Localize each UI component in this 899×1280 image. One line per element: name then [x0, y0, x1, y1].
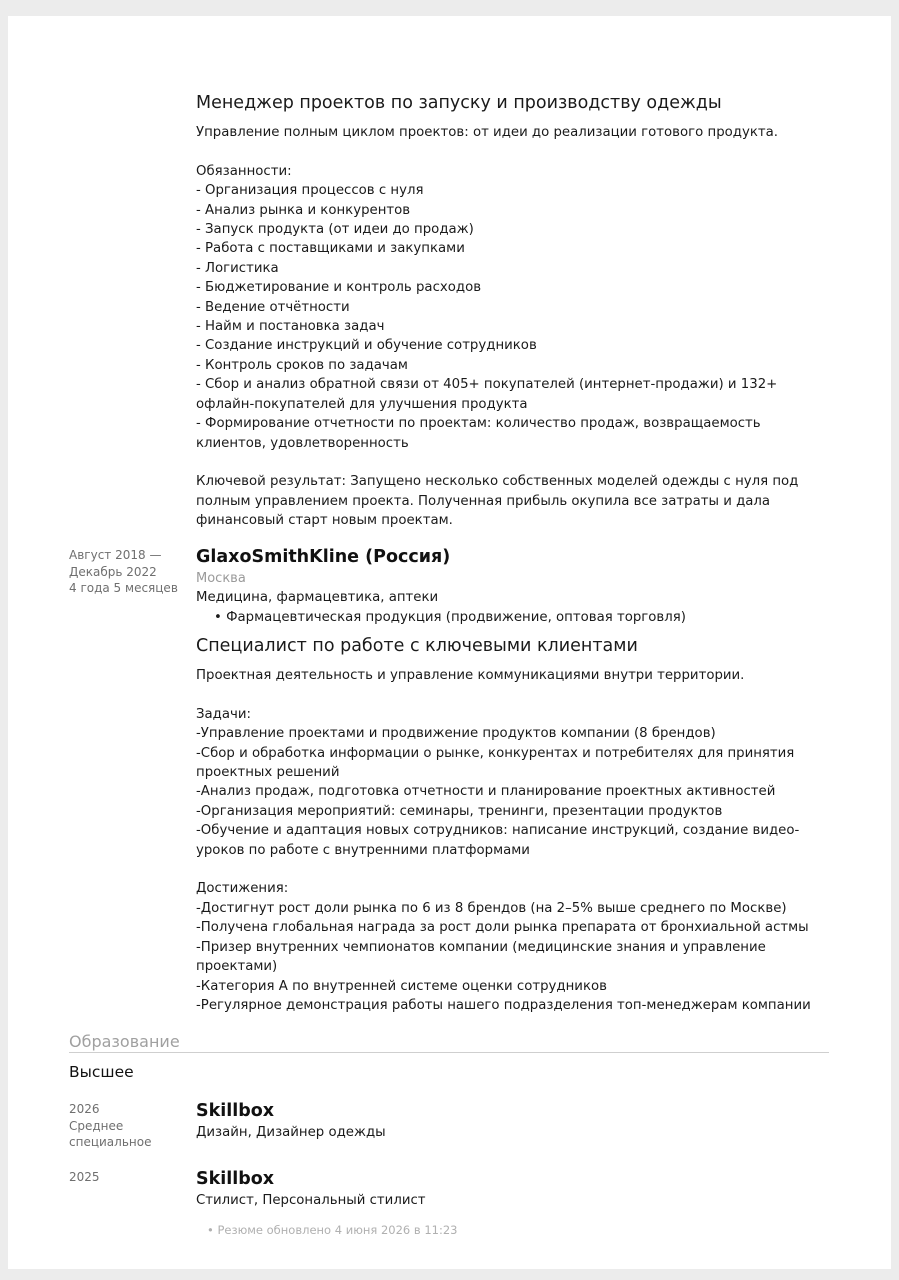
- education-program-1: Дизайн, Дизайнер одежды: [196, 1125, 386, 1140]
- employment-period: Август 2018 — Декабрь 2022 4 года 5 месяцев: [69, 548, 178, 595]
- section-divider: [69, 1052, 829, 1053]
- resume-page: [8, 16, 891, 1269]
- company-name[interactable]: GlaxoSmithKline (Россия): [196, 547, 451, 567]
- education-section-title: Образование: [69, 1032, 180, 1051]
- education-year-2: 2025: [69, 1170, 100, 1184]
- education-year-1: 2026 Среднее специальное: [69, 1102, 152, 1149]
- education-school-2: Skillbox: [196, 1169, 275, 1189]
- education-program-2: Стилист, Персональный стилист: [196, 1193, 426, 1208]
- company-city: Москва: [196, 571, 246, 586]
- position-title-1: Менеджер проектов по запуску и производству одежды: [196, 93, 722, 113]
- position-description-2: Проектная деятельность и управление коммуникациями внутри территории. Задачи: -Управление проектами и продвижение продуктов компании (8 брендов) -Сбор и обработка информации о рынке, конкурентах и потребителях для принятия проектных решений -Анализ продаж, подготовка отчетности и планирование проектных активностей -Организация мероприятий: семинары, тренинги, презентации продуктов -Обучение и адаптация новых сотрудников: написание инструкций, создание видео-уроков по работе с внутренними платформами Достижения: -Достигнут рост доли рынка по 6 из 8 брендов (на 2–5% выше среднего по Москве) -Получена глобальная награда за рост доли рынка препарата от бронхиальной астмы -Призер внутренних чемпионатов компании (медицинские знания и управление проектами) -Категория А по внутренней системе оценки сотрудников -Регулярное демонстрация работы нашего подразделения топ-менеджерам компании: [196, 668, 811, 1013]
- education-school-1: Skillbox: [196, 1101, 275, 1121]
- education-level: Высшее: [69, 1063, 134, 1081]
- position-description-1: Управление полным циклом проектов: от идеи до реализации готового продукта. Обязанности: - Организация процессов с нуля - Анализ рынка и конкурентов - Запуск продукта (от идеи до продаж) - Работа с поставщиками и закупками - Логистика - Бюджетирование и контроль расходов - Ведение отчётности - Найм и постановка задач - Создание инструкций и обучение сотрудников - Контроль сроков по задачам - Сбор и анализ обратной связи от 405+ покупателей (интернет-продажи) и 132+ офлайн-покупателей для улучшения продукта - Формирование отчетности по проектам: количество продаж, возвращаемость клиентов, удовлетворенность Ключевой результат: Запущено несколько собственных моделей одежды с нуля под полным управлением проекта. Полученная прибыль окупила все затраты и дала финансовый старт новым проектам.: [196, 125, 799, 529]
- resume-updated-note: • Резюме обновлено 4 июня 2026 в 11:23: [207, 1223, 458, 1237]
- company-industry-detail: • Фармацевтическая продукция (продвижение, оптовая торговля): [214, 610, 686, 625]
- company-industry: Медицина, фармацевтика, аптеки: [196, 590, 439, 605]
- position-title-2: Специалист по работе с ключевыми клиентами: [196, 636, 638, 656]
